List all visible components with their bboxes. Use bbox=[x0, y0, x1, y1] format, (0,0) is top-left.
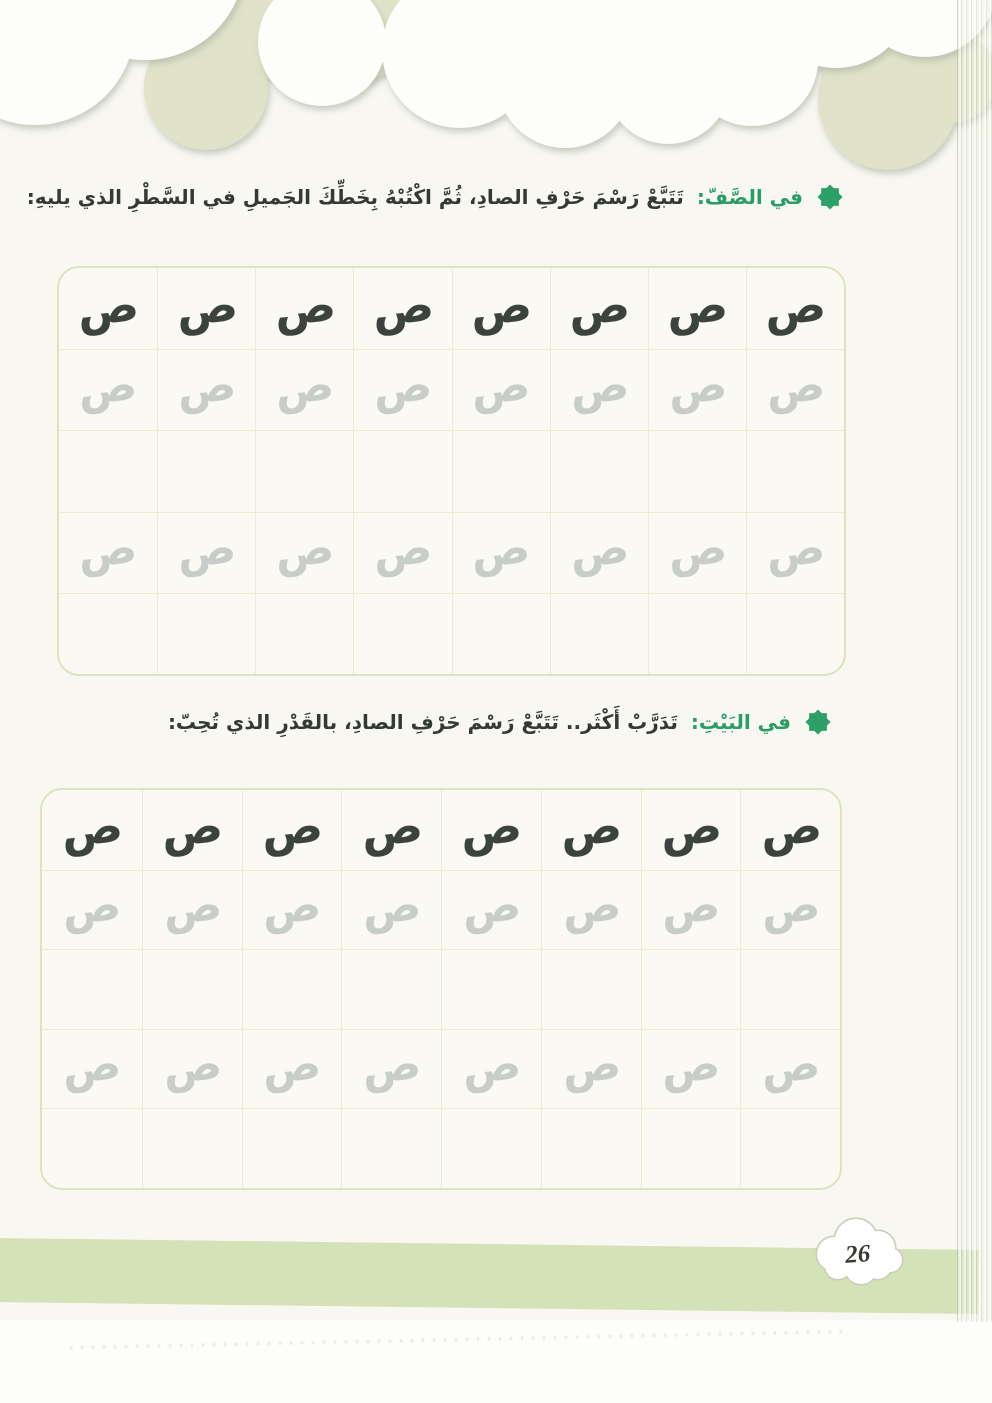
trace-letter: ص bbox=[558, 878, 623, 936]
trace-letter-cell bbox=[541, 870, 641, 950]
trace-letter: ص bbox=[370, 521, 435, 579]
practice-cell-empty bbox=[641, 1108, 741, 1188]
practice-grid-classwork bbox=[57, 266, 846, 676]
trace-letter-cell bbox=[341, 1029, 441, 1109]
trace-letter-cell bbox=[59, 512, 157, 593]
model-letter: ص bbox=[457, 797, 525, 858]
model-letter-cell bbox=[255, 268, 353, 349]
trace-letter-cell bbox=[242, 870, 342, 950]
trace-letter: ص bbox=[272, 359, 337, 417]
trace-letter: ص bbox=[566, 521, 632, 579]
practice-cell-empty bbox=[255, 430, 353, 511]
trace-letter-cell bbox=[157, 512, 255, 593]
trace-letter: ص bbox=[566, 359, 632, 417]
trace-letter-cell bbox=[42, 870, 142, 950]
model-letter-cell bbox=[452, 268, 550, 349]
trace-letter-cell bbox=[341, 870, 441, 950]
trace-letter-cell bbox=[746, 349, 844, 430]
trace-letter: ص bbox=[558, 1038, 623, 1096]
trace-letter: ص bbox=[658, 878, 723, 936]
trace-letter: ص bbox=[75, 521, 140, 579]
model-letter-cell bbox=[550, 268, 648, 349]
trace-letter-cell bbox=[641, 870, 741, 950]
model-letter-cell bbox=[541, 790, 641, 870]
practice-cell-empty bbox=[740, 949, 840, 1029]
model-letter-cell bbox=[157, 268, 255, 349]
trace-letter-cell bbox=[452, 512, 550, 593]
practice-cell-empty bbox=[255, 593, 353, 674]
model-letter: ص bbox=[467, 276, 535, 337]
model-letter: ص bbox=[74, 276, 142, 337]
trace-letter: ص bbox=[459, 1038, 524, 1096]
practice-cell-empty bbox=[242, 949, 342, 1029]
practice-cell-empty bbox=[441, 1108, 541, 1188]
star-bullet-icon bbox=[804, 708, 832, 736]
trace-letter-cell bbox=[740, 1029, 840, 1109]
section-label: في البَيْتِ: bbox=[690, 710, 791, 734]
trace-letter: ص bbox=[159, 1038, 224, 1096]
practice-cell-empty bbox=[648, 593, 746, 674]
practice-cell-empty bbox=[648, 430, 746, 511]
practice-cell-empty bbox=[353, 593, 451, 674]
trace-letter: ص bbox=[763, 359, 828, 417]
model-letter-cell bbox=[59, 268, 157, 349]
practice-cell-empty bbox=[341, 1108, 441, 1188]
trace-letter-cell bbox=[242, 1029, 342, 1109]
practice-cell-empty bbox=[59, 430, 157, 511]
trace-letter-cell bbox=[441, 1029, 541, 1109]
trace-letter-cell bbox=[59, 349, 157, 430]
trace-letter: ص bbox=[459, 878, 524, 936]
section-classwork-instruction bbox=[27, 183, 844, 211]
practice-cell-empty bbox=[740, 1108, 840, 1188]
practice-cell-empty bbox=[242, 1108, 342, 1188]
trace-letter-cell bbox=[255, 349, 353, 430]
model-letter-cell bbox=[42, 790, 142, 870]
practice-cell-empty bbox=[42, 949, 142, 1029]
trace-letter-cell bbox=[746, 512, 844, 593]
trace-letter: ص bbox=[664, 359, 730, 417]
trace-letter-cell bbox=[452, 349, 550, 430]
practice-cell-empty bbox=[441, 949, 541, 1029]
model-letter-cell bbox=[242, 790, 342, 870]
model-letter: ص bbox=[357, 797, 426, 858]
practice-cell-empty bbox=[550, 430, 648, 511]
trace-letter: ص bbox=[159, 878, 224, 936]
model-letter-cell bbox=[740, 790, 840, 870]
trace-letter: ص bbox=[468, 359, 533, 417]
trace-letter: ص bbox=[758, 878, 823, 936]
practice-grid-homework bbox=[40, 788, 842, 1190]
trace-letter: ص bbox=[359, 878, 424, 936]
practice-cell-empty bbox=[157, 593, 255, 674]
trace-letter: ص bbox=[370, 359, 435, 417]
trace-letter: ص bbox=[758, 1038, 823, 1096]
model-letter: ص bbox=[258, 797, 326, 858]
model-letter: ص bbox=[756, 797, 825, 858]
trace-letter-cell bbox=[740, 870, 840, 950]
model-letter: ص bbox=[565, 276, 633, 337]
practice-cell-empty bbox=[142, 949, 242, 1029]
model-letter: ص bbox=[270, 276, 339, 337]
practice-cell-empty bbox=[550, 593, 648, 674]
trace-letter: ص bbox=[359, 1038, 424, 1096]
model-letter-cell bbox=[746, 268, 844, 349]
trace-letter-cell bbox=[550, 349, 648, 430]
practice-cell-empty bbox=[541, 1108, 641, 1188]
practice-cell-empty bbox=[59, 593, 157, 674]
model-letter: ص bbox=[369, 276, 437, 337]
trace-letter: ص bbox=[272, 521, 337, 579]
model-letter-cell bbox=[353, 268, 451, 349]
model-letter-cell bbox=[142, 790, 242, 870]
trace-letter: ص bbox=[468, 521, 533, 579]
trace-letter: ص bbox=[174, 521, 239, 579]
trace-letter-cell bbox=[255, 512, 353, 593]
trace-letter: ص bbox=[664, 521, 730, 579]
practice-cell-empty bbox=[142, 1108, 242, 1188]
section-instruction-text: تَتَبَّعْ رَسْمَ حَرْفِ الصادِ، ثُمَّ اكْتُبْهُ بِخَطِّكَ الجَميلِ في السَّطْرِ الذي يليهِ: bbox=[26, 185, 684, 209]
practice-cell-empty bbox=[341, 949, 441, 1029]
practice-cell-empty bbox=[42, 1108, 142, 1188]
model-letter: ص bbox=[557, 797, 625, 858]
trace-letter-cell bbox=[648, 512, 746, 593]
star-bullet-icon bbox=[816, 183, 844, 211]
trace-letter-cell bbox=[157, 349, 255, 430]
model-letter: ص bbox=[158, 797, 226, 858]
section-label: في الصَّفّ: bbox=[696, 185, 803, 209]
trace-letter-cell bbox=[353, 512, 451, 593]
trace-letter-cell bbox=[550, 512, 648, 593]
page-number: 26 bbox=[844, 1240, 872, 1269]
trace-letter-cell bbox=[648, 349, 746, 430]
trace-letter: ص bbox=[763, 521, 828, 579]
practice-cell-empty bbox=[452, 593, 550, 674]
trace-letter-cell bbox=[541, 1029, 641, 1109]
book-page-edge bbox=[957, 0, 992, 1322]
practice-cell-empty bbox=[746, 593, 844, 674]
trace-letter-cell bbox=[441, 870, 541, 950]
trace-letter: ص bbox=[658, 1038, 723, 1096]
practice-cell-empty bbox=[452, 430, 550, 511]
trace-letter-cell bbox=[42, 1029, 142, 1109]
trace-letter: ص bbox=[59, 878, 124, 936]
clouds-decoration bbox=[0, 0, 992, 190]
trace-letter: ص bbox=[59, 1038, 124, 1096]
practice-cell-empty bbox=[641, 949, 741, 1029]
section-instruction-text: تَدَرَّبْ أَكْثَر.. تَتَبَّعْ رَسْمَ حَرْفِ الصادِ، بالقَدْرِ الذي تُحِبّ: bbox=[167, 710, 678, 734]
page-number-cloud-icon bbox=[804, 1216, 908, 1288]
model-letter: ص bbox=[58, 797, 126, 858]
trace-letter-cell bbox=[142, 870, 242, 950]
trace-letter-cell bbox=[353, 349, 451, 430]
model-letter: ص bbox=[663, 276, 731, 337]
practice-cell-empty bbox=[157, 430, 255, 511]
trace-letter-cell bbox=[142, 1029, 242, 1109]
model-letter: ص bbox=[657, 797, 725, 858]
model-letter-cell bbox=[641, 790, 741, 870]
trace-letter-cell bbox=[641, 1029, 741, 1109]
model-letter: ص bbox=[761, 276, 829, 337]
practice-cell-empty bbox=[353, 430, 451, 511]
practice-cell-empty bbox=[746, 430, 844, 511]
trace-letter: ص bbox=[259, 1038, 324, 1096]
model-letter: ص bbox=[172, 276, 241, 337]
trace-letter: ص bbox=[174, 359, 239, 417]
trace-letter: ص bbox=[259, 878, 324, 936]
model-letter-cell bbox=[341, 790, 441, 870]
model-letter-cell bbox=[648, 268, 746, 349]
trace-letter: ص bbox=[75, 359, 140, 417]
section-homework-instruction bbox=[168, 708, 832, 736]
practice-cell-empty bbox=[541, 949, 641, 1029]
model-letter-cell bbox=[441, 790, 541, 870]
